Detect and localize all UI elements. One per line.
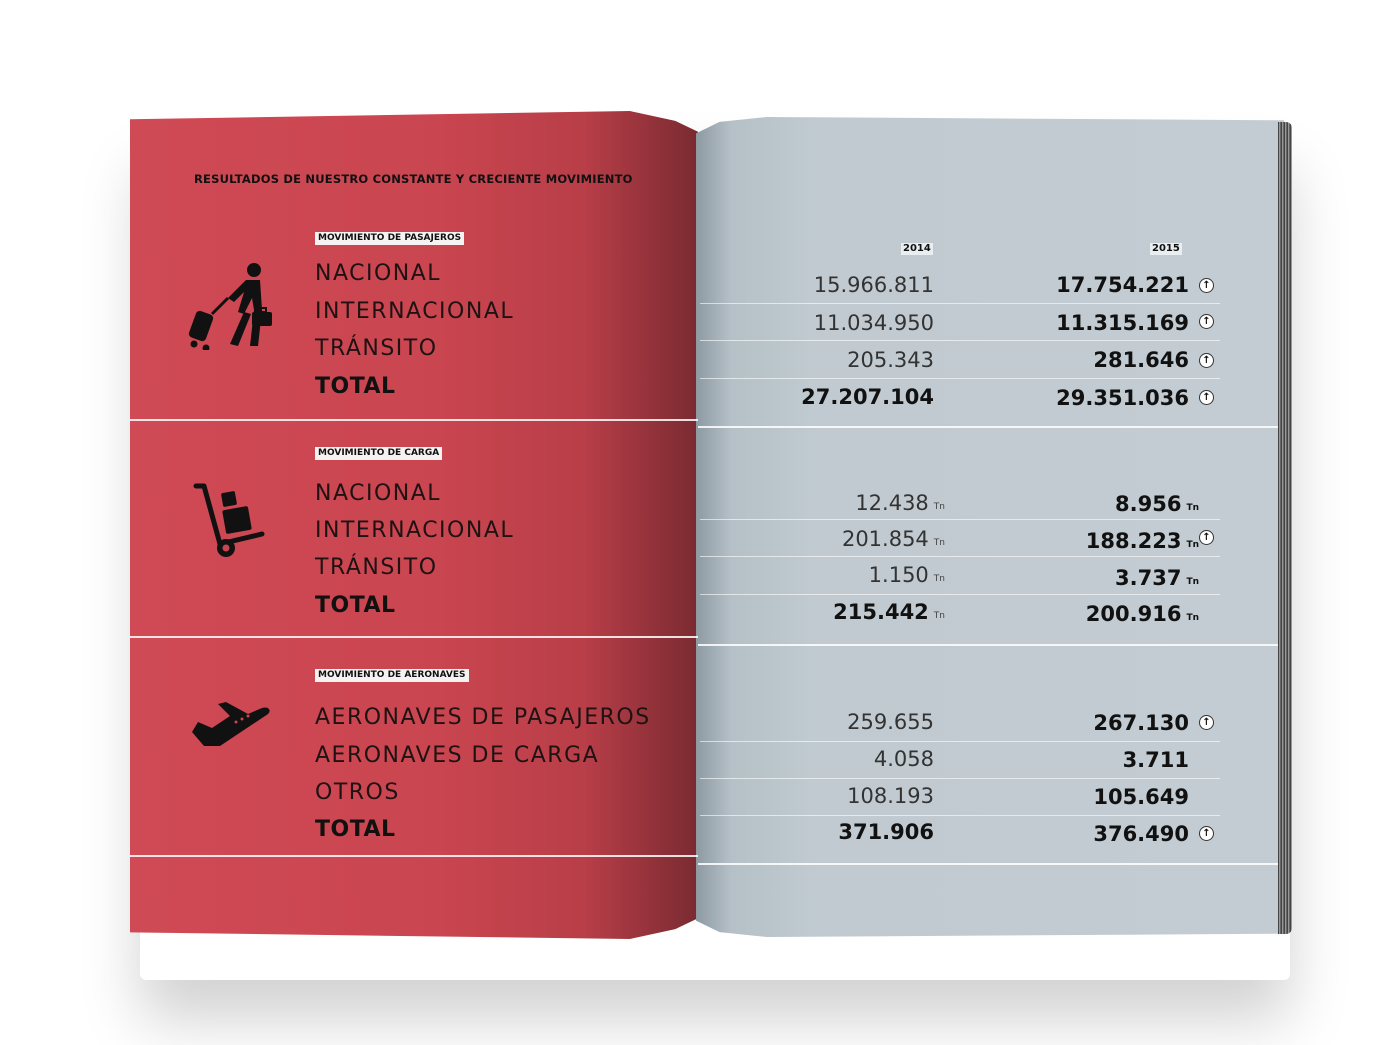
- value-2015-carga-nacional: 8.956 Tn: [1115, 492, 1199, 516]
- section-divider: [698, 863, 1278, 865]
- value-2015-aeronaves-carga: 3.711: [1122, 748, 1189, 772]
- value-2014-carga-transito: 1.150 Tn: [868, 563, 945, 587]
- value-2014-pasajeros-nacional: 15.966.811: [813, 273, 934, 297]
- value-2014-pasajeros-internacional: 11.034.950: [813, 311, 934, 335]
- value-2014-pasajeros-transito: 205.343: [847, 348, 934, 372]
- label-pasajeros-transito: TRÁNSITO: [315, 336, 438, 361]
- value-2014-pasajeros-total: 27.207.104: [801, 385, 934, 409]
- label-pasajeros-nacional: NACIONAL: [315, 261, 442, 286]
- page-edge: [1278, 122, 1292, 934]
- row-separator: [700, 741, 1220, 742]
- label-aeronaves-pasajeros: AERONAVES DE PASAJEROS: [315, 705, 651, 730]
- value-2015-pasajeros-nacional: 17.754.221: [1056, 273, 1189, 297]
- year-2015-header: 2015: [1152, 243, 1180, 254]
- value-2015-carga-total: 200.916 Tn: [1085, 602, 1199, 626]
- page-title: RESULTADOS DE NUESTRO CONSTANTE Y CRECIENTE MOVIMIENTO: [194, 172, 633, 186]
- value-2015-aeronaves-total: 376.490: [1093, 822, 1189, 846]
- increase-arrow-icon: ↑: [1199, 715, 1214, 730]
- value-2014-aeronaves-carga: 4.058: [873, 747, 934, 771]
- value-2015-carga-internacional: 188.223 Tn: [1085, 529, 1199, 553]
- row-separator: [700, 815, 1220, 816]
- increase-arrow-icon: ↑: [1199, 314, 1214, 329]
- increase-arrow-icon: ↑: [1199, 353, 1214, 368]
- label-pasajeros-internacional: INTERNACIONAL: [315, 299, 515, 324]
- year-2014-header: 2014: [903, 243, 931, 254]
- section-divider: [130, 636, 698, 638]
- label-aeronaves-carga: AERONAVES DE CARGA: [315, 743, 600, 768]
- label-carga-total: TOTAL: [315, 593, 396, 618]
- hand-truck-icon: [190, 482, 270, 560]
- section-tag-aeronaves: MOVIMIENTO DE AERONAVES: [315, 669, 469, 682]
- label-carga-transito: TRÁNSITO: [315, 555, 438, 580]
- value-2014-aeronaves-pasajeros: 259.655: [847, 710, 934, 734]
- value-2014-carga-nacional: 12.438 Tn: [855, 491, 945, 515]
- value-2014-aeronaves-otros: 108.193: [847, 784, 934, 808]
- increase-arrow-icon: ↑: [1199, 390, 1214, 405]
- value-2015-pasajeros-total: 29.351.036: [1056, 386, 1189, 410]
- value-2014-carga-internacional: 201.854 Tn: [841, 527, 945, 551]
- right-page: [696, 117, 1284, 937]
- increase-arrow-icon: ↑: [1199, 278, 1214, 293]
- row-separator: [700, 340, 1220, 341]
- value-2015-aeronaves-pasajeros: 267.130: [1093, 711, 1189, 735]
- value-2015-aeronaves-otros: 105.649: [1093, 785, 1189, 809]
- section-tag-carga: MOVIMIENTO DE CARGA: [315, 447, 442, 460]
- label-pasajeros-total: TOTAL: [315, 374, 396, 399]
- value-2015-carga-transito: 3.737 Tn: [1115, 566, 1199, 590]
- label-aeronaves-total: TOTAL: [315, 817, 396, 842]
- traveler-luggage-icon: [188, 262, 272, 350]
- row-separator: [700, 778, 1220, 779]
- value-2015-pasajeros-transito: 281.646: [1093, 348, 1189, 372]
- label-aeronaves-otros: OTROS: [315, 780, 400, 805]
- value-2014-carga-total: 215.442 Tn: [833, 600, 945, 624]
- value-2015-pasajeros-internacional: 11.315.169: [1056, 311, 1189, 335]
- airplane-takeoff-icon: [190, 702, 272, 750]
- row-separator: [700, 303, 1220, 304]
- label-carga-nacional: NACIONAL: [315, 481, 442, 506]
- row-separator: [700, 378, 1220, 379]
- increase-arrow-icon: ↑: [1199, 826, 1214, 841]
- section-divider: [698, 426, 1278, 428]
- label-carga-internacional: INTERNACIONAL: [315, 518, 515, 543]
- section-divider: [130, 419, 698, 421]
- section-divider: [130, 855, 698, 857]
- increase-arrow-icon: ↑: [1199, 530, 1214, 545]
- value-2014-aeronaves-total: 371.906: [838, 820, 934, 844]
- section-divider: [698, 644, 1278, 646]
- section-tag-pasajeros: MOVIMIENTO DE PASAJEROS: [315, 232, 464, 245]
